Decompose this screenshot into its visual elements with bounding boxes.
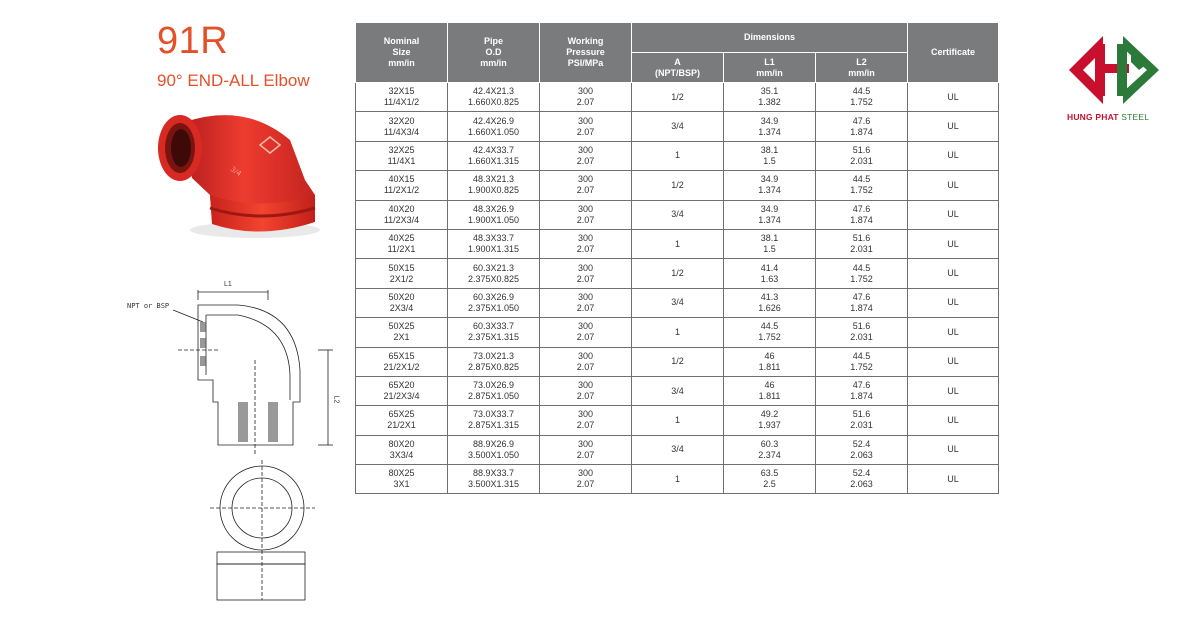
a-cell: 3/4 (632, 376, 724, 405)
pipe-od-cell: 48.3X21.3 1.900X0.825 (448, 171, 540, 200)
table-row (356, 112, 999, 141)
pipe-od-cell: 88.9X26.9 3.500X1.050 (448, 435, 540, 464)
size-cell: 32X15 11/4X1/2 (356, 83, 448, 112)
size-cell: 40X25 11/2X1 (356, 229, 448, 258)
a-cell: 3/4 (632, 435, 724, 464)
l1-cell: 38.1 1.5 (724, 141, 816, 170)
l2-cell: 44.5 1.752 (816, 259, 908, 288)
table-row (356, 376, 999, 405)
a-cell: 3/4 (632, 200, 724, 229)
pipe-od-cell: 42.4X33.7 1.660X1.315 (448, 141, 540, 170)
l1-cell: 44.5 1.752 (724, 318, 816, 347)
pipe-od-cell: 48.3X26.9 1.900X1.050 (448, 200, 540, 229)
size-cell: 40X15 11/2X1/2 (356, 171, 448, 200)
table-row (356, 465, 999, 494)
size-cell: 32X25 11/4X1 (356, 141, 448, 170)
table-row (356, 141, 999, 170)
l2-cell: 51.6 2.031 (816, 318, 908, 347)
pipe-od-cell: 42.4X21.3 1.660X0.825 (448, 83, 540, 112)
hung-phat-logo-icon (1065, 30, 1165, 110)
working-pressure-cell: 300 2.07 (540, 376, 632, 405)
working-pressure-cell: 300 2.07 (540, 171, 632, 200)
a-cell: 1 (632, 141, 724, 170)
table-row (356, 406, 999, 435)
header-pipe-od: Pipe O.D mm/in (448, 23, 540, 83)
npt-label: NPT or BSP (127, 302, 170, 310)
table-row (356, 288, 999, 317)
a-cell: 1/2 (632, 83, 724, 112)
size-cell: 50X20 2X3/4 (356, 288, 448, 317)
table-row (356, 83, 999, 112)
header-dimensions: Dimensions (632, 23, 908, 53)
l1-cell: 38.1 1.5 (724, 229, 816, 258)
a-cell: 1/2 (632, 171, 724, 200)
pipe-od-cell: 48.3X33.7 1.900X1.315 (448, 229, 540, 258)
l1-cell: 60.3 2.374 (724, 435, 816, 464)
l1-cell: 49.2 1.937 (724, 406, 816, 435)
certificate-cell: UL (908, 288, 999, 317)
l2-cell: 51.6 2.031 (816, 406, 908, 435)
certificate-cell: UL (908, 376, 999, 405)
certificate-cell: UL (908, 347, 999, 376)
a-cell: 3/4 (632, 288, 724, 317)
certificate-cell: UL (908, 83, 999, 112)
working-pressure-cell: 300 2.07 (540, 288, 632, 317)
a-cell: 1 (632, 318, 724, 347)
l2-cell: 51.6 2.031 (816, 141, 908, 170)
certificate-cell: UL (908, 200, 999, 229)
certificate-cell: UL (908, 465, 999, 494)
size-cell: 50X25 2X1 (356, 318, 448, 347)
working-pressure-cell: 300 2.07 (540, 200, 632, 229)
l2-cell: 47.6 1.874 (816, 200, 908, 229)
l2-cell: 51.6 2.031 (816, 229, 908, 258)
size-cell: 50X15 2X1/2 (356, 259, 448, 288)
l1-cell: 35.1 1.382 (724, 83, 816, 112)
size-cell: 32X20 11/4X3/4 (356, 112, 448, 141)
l2-cell: 52.4 2.063 (816, 435, 908, 464)
certificate-cell: UL (908, 406, 999, 435)
size-cell: 65X15 21/2X1/2 (356, 347, 448, 376)
header-l1: L1 mm/in (724, 53, 816, 83)
pipe-od-cell: 73.0X21.3 2.875X0.825 (448, 347, 540, 376)
table-row (356, 318, 999, 347)
certificate-cell: UL (908, 141, 999, 170)
certificate-cell: UL (908, 112, 999, 141)
table-row (356, 200, 999, 229)
elbow-section-drawing (118, 270, 348, 460)
working-pressure-cell: 300 2.07 (540, 112, 632, 141)
working-pressure-cell: 300 2.07 (540, 435, 632, 464)
header-nominal-size: Nominal Size mm/in (356, 23, 448, 83)
l2-cell: 47.6 1.874 (816, 288, 908, 317)
l2-cell: 44.5 1.752 (816, 83, 908, 112)
l1-cell: 34.9 1.374 (724, 112, 816, 141)
l1-cell: 34.9 1.374 (724, 171, 816, 200)
spec-table (355, 22, 999, 494)
certificate-cell: UL (908, 318, 999, 347)
l2-label: L2 (332, 395, 340, 404)
pipe-od-cell: 88.9X33.7 3.500X1.315 (448, 465, 540, 494)
a-cell: 1 (632, 465, 724, 494)
l1-cell: 41.4 1.63 (724, 259, 816, 288)
a-cell: 1 (632, 406, 724, 435)
a-cell: 3/4 (632, 112, 724, 141)
working-pressure-cell: 300 2.07 (540, 229, 632, 258)
spec-table-body (356, 83, 999, 494)
certificate-cell: UL (908, 435, 999, 464)
working-pressure-cell: 300 2.07 (540, 141, 632, 170)
a-cell: 1/2 (632, 259, 724, 288)
pipe-od-cell: 73.0X33.7 2.875X1.315 (448, 406, 540, 435)
l1-cell: 41.3 1.626 (724, 288, 816, 317)
table-row (356, 229, 999, 258)
l2-cell: 44.5 1.752 (816, 171, 908, 200)
table-row (356, 259, 999, 288)
header-a: A (NPT/BSP) (632, 53, 724, 83)
size-cell: 80X20 3X3/4 (356, 435, 448, 464)
header-l2: L2 mm/in (816, 53, 908, 83)
l2-cell: 47.6 1.874 (816, 112, 908, 141)
brand-name: HUNG PHAT STEEL (1067, 112, 1150, 122)
a-cell: 1 (632, 229, 724, 258)
working-pressure-cell: 300 2.07 (540, 83, 632, 112)
working-pressure-cell: 300 2.07 (540, 465, 632, 494)
l2-cell: 47.6 1.874 (816, 376, 908, 405)
svg-text:3/4: 3/4 (228, 165, 243, 179)
pipe-od-cell: 60.3X21.3 2.375X0.825 (448, 259, 540, 288)
header-certificate: Certificate (908, 23, 999, 83)
working-pressure-cell: 300 2.07 (540, 406, 632, 435)
table-row (356, 171, 999, 200)
l2-cell: 44.5 1.752 (816, 347, 908, 376)
certificate-cell: UL (908, 171, 999, 200)
size-cell: 65X20 21/2X3/4 (356, 376, 448, 405)
pipe-od-cell: 73.0X26.9 2.875X1.050 (448, 376, 540, 405)
product-name: 90° END-ALL Elbow (157, 71, 310, 90)
working-pressure-cell: 300 2.07 (540, 259, 632, 288)
pipe-od-cell: 60.3X33.7 2.375X1.315 (448, 318, 540, 347)
l1-cell: 46 1.811 (724, 376, 816, 405)
certificate-cell: UL (908, 229, 999, 258)
product-code: 91R (157, 20, 229, 62)
pipe-od-cell: 42.4X26.9 1.660X1.050 (448, 112, 540, 141)
table-row (356, 435, 999, 464)
elbow-front-drawing (205, 460, 315, 605)
l1-cell: 63.5 2.5 (724, 465, 816, 494)
size-cell: 40X20 11/2X3/4 (356, 200, 448, 229)
a-cell: 1/2 (632, 347, 724, 376)
certificate-cell: UL (908, 259, 999, 288)
size-cell: 80X25 3X1 (356, 465, 448, 494)
l1-cell: 34.9 1.374 (724, 200, 816, 229)
l2-cell: 52.4 2.063 (816, 465, 908, 494)
working-pressure-cell: 300 2.07 (540, 347, 632, 376)
header-working-pressure: Working Pressure PSI/MPa (540, 23, 632, 83)
working-pressure-cell: 300 2.07 (540, 318, 632, 347)
l1-label: L1 (224, 281, 232, 288)
table-row (356, 347, 999, 376)
l1-cell: 46 1.811 (724, 347, 816, 376)
pipe-od-cell: 60.3X26.9 2.375X1.050 (448, 288, 540, 317)
size-cell: 65X25 21/2X1 (356, 406, 448, 435)
elbow-photo (150, 100, 325, 250)
